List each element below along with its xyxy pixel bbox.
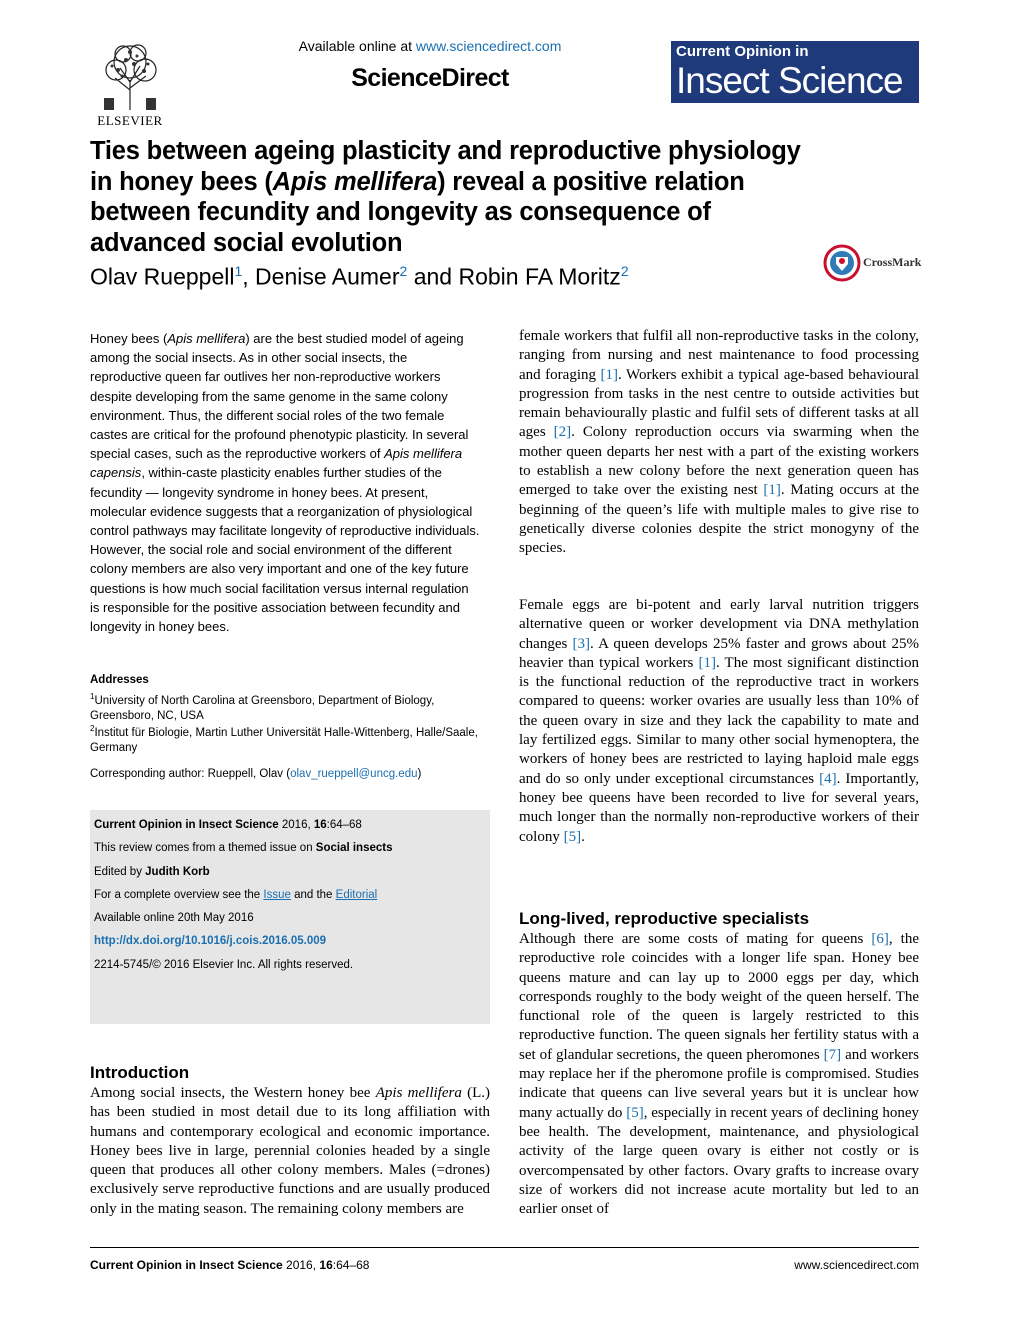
info-copyright: 2214-5745/© 2016 Elsevier Inc. All rights reserved. [94,958,354,971]
reference-link[interactable]: [1] [763,482,781,499]
reference-link[interactable]: [5] [563,828,582,845]
info-journal: Current Opinion in Insect Science [94,819,279,831]
info-editor-name: Judith Korb [145,865,210,878]
author-list [90,256,810,292]
body-paragraph-1-text: . Mating occurs at the beginning of the queen’s life with multiple males to give rise to genetically diverse colonies despite the strict monogyny of the species. [519,482,919,557]
author-separator: and [407,263,459,290]
address-2-number: 2 [90,724,95,733]
author-name: Olav Rueppell [90,263,235,290]
info-themed-name: Social insects [315,842,393,855]
available-online-line [270,38,590,54]
address-1 [90,689,490,724]
crossmark-icon [823,244,861,282]
introduction-heading: Introduction [90,1063,190,1082]
title-part2: ) reveal a positive relation between fecundity and longevity as consequence of advanced social evolution [90,167,745,257]
journal-name-line2: Insect Science [676,60,903,101]
reference-link[interactable]: [7] [823,1046,842,1063]
title-part1: Ties between ageing plasticity and reproductive physiology in honey bees ( [90,137,801,196]
info-overview-mid: and the [290,888,336,901]
body-paragraph-3-text: , especially in recent years of declining honey bee health. The development, maintenance, and physiological activity of the large queen ovary is either not costly or is overcompensated by other factors. Ovary grafts to increase ovary size of workers did not increase acute mortality but led to an earlier onset of [519,1104,919,1218]
abstract [90,329,480,636]
info-doi [94,933,486,956]
crossmark-badge[interactable] [823,244,923,280]
info-year: 2016, [278,819,314,831]
body-paragraph-3-text: , the reproductive role coincides with a longer life span. Honey bee queens mature and can lay up to 2000 eggs per day, which corresponds roughly to the body weight of the queen herself. The functional role of the queen is largely restricted to this reproductive function. The queen signals her fertility status with a set of glandular secretions, the queen pheromones [519,931,920,1063]
address-1-text: University of North Carolina at Greensboro, Department of Biology, Greensboro, NC, USA [90,694,435,723]
body-paragraph-2 [519,596,919,847]
author-name: Robin FA Moritz [458,263,621,290]
article-info-box [90,810,490,1024]
body-paragraph-1-text: . Workers exhibit a typical age-based behavioural progression from tasks in the nest centre to outside activities but remain behaviourally plastic and fulfil sets of different tasks at all ages [519,366,919,441]
corresponding-author [90,768,490,780]
corresponding-suffix: ) [417,768,422,780]
info-available: Available online 20th May 2016 [94,912,254,925]
footer-volume: 16 [319,1258,333,1272]
info-overview [94,887,486,910]
body-paragraph-2-text: . The most significant distinction is the functional reduction of the reproductive tract in workers compared to queens: worker ovaries are usually less than 10% of the queen ovary in size and they lack the capability to mate and lay fertilized eggs. Similar to many other social hymenoptera, the workers of honey bees are restricted to laying haploid male eggs and do so only under exceptional circumstances [519,654,919,787]
body-paragraph-2-text: . A queen develops 25% faster and grows about 25% heavier than typical workers [519,635,919,671]
author-affiliation-number[interactable]: 2 [620,263,629,279]
sciencedirect-url-link[interactable]: www.sciencedirect.com [415,38,562,54]
address-2 [90,721,490,756]
article-title [90,136,810,258]
section-heading-long-lived: Long-lived, reproductive specialists [519,909,810,928]
info-editor [94,864,486,887]
body-paragraph-3-text: Although there are some costs of mating for queens [519,931,872,947]
author-affiliation-number[interactable]: 2 [399,263,408,279]
body-paragraph-2-text: . Importantly, honey bee queens have been recorded to live for several years, much longer than the normally non-reproductive workers of their colony [519,770,919,845]
footer-website: www.sciencedirect.com [794,1258,919,1272]
abstract-italic: Apis mellifera [167,331,246,346]
journal-name-line1: Current Opinion in [676,43,809,60]
body-paragraph-3-text: and workers may replace her if the pheromone profile is compromised. Studies indicate that queens can live several years but it is unclear how many actually do [519,1046,919,1121]
author-separator: , [242,263,256,290]
journal-logo-box [671,41,919,103]
introduction-text [90,1084,490,1219]
doi-link[interactable]: http://dx.doi.org/10.1016/j.cois.2016.05.009 [94,935,327,948]
sciencedirect-wordmark: ScienceDirect [351,64,509,92]
abstract-italic: Apis mellifera capensis [90,446,463,481]
title-species: Apis mellifera [272,167,438,196]
introduction-text-text: Among social insects, the Western honey bee [90,1085,376,1101]
info-pages: :64–68 [326,819,362,831]
info-themed-prefix: This review comes from a themed issue on [94,842,316,855]
crossmark-label: CrossMark [863,255,922,269]
body-paragraph-1 [519,327,919,559]
abstract-text: , within-caste plasticity enables further studies of the fecundity — longevity syndrome in honey bees. At present, molecular evidence suggests that a reorganization of physiological control pathways may facilitate longevity of reproductive individuals. However, the social role and social environment of the different colony members are also very important and one of the key future questions is how much social facilitation versus internal regulation is responsible for the positive association between fecundity and longevity in honey bees. [90,465,480,635]
info-edited-prefix: Edited by [94,865,146,878]
info-overview-prefix: For a complete overview see the [94,888,264,901]
body-paragraph-1-text: female workers that fulfil all non-reproductive tasks in the colony, ranging from nursing and nest maintenance to food processing and foraging [519,328,919,383]
body-paragraph-3 [519,930,919,1219]
address-2-text: Institut für Biologie, Martin Luther Universität Halle-Wittenberg, Halle/Saale, Germany [90,726,478,755]
reference-link[interactable]: [1] [600,366,619,383]
address-1-number: 1 [90,692,95,701]
author-name: Denise Aumer [255,263,400,290]
corresponding-email-link[interactable]: olav_rueppell@uncg.edu [290,768,418,780]
reference-link[interactable]: [2] [553,424,572,441]
abstract-text: Honey bees ( [90,331,168,346]
footer-citation [90,1258,369,1272]
introduction-text-italic: Apis mellifera [375,1085,462,1101]
info-citation [94,817,486,840]
reference-link[interactable]: [1] [698,654,716,671]
reference-link[interactable]: [4] [819,770,837,787]
body-paragraph-2-text: . [581,828,585,845]
body-paragraph-1-text: . Colony reproduction occurs via swarming when the mother queen departs her nest with a part of the existing workers to establish a new colony before the next generation queen has emerged to take over the existing nest [519,424,919,499]
info-themed-issue [94,840,486,863]
editorial-link[interactable]: Editorial [335,888,378,901]
introduction-text-text: (L.) has been studied in most detail due to its long affiliation with humans and contemporary ecological and economic importance. Honey bees live in large, perennial colonies headed by a single queen that produces all other colony members. Males (=drones) exclusively serve reproductive functions and are usually produced only in the mating season. The remaining colony members are [90,1085,490,1217]
footer-divider [90,1247,919,1248]
author-affiliation-number[interactable]: 1 [234,263,243,279]
abstract-text: ) are the best studied model of ageing among the social insects. As in other social insects, the reproductive queen far outlives her non-reproductive workers despite developing from the same genome in the same colony environment. Thus, the different social roles of the two female castes are critical for the profound phenotypic plasticity. In several special cases, such as the reproductive workers of [90,331,469,462]
corresponding-prefix: Corresponding author: Rueppell, Olav ( [90,768,291,780]
info-volume: 16 [313,819,327,831]
available-online-prefix: Available online at [298,38,416,54]
footer-journal: Current Opinion in Insect Science [90,1258,283,1272]
issue-link[interactable]: Issue [263,888,291,901]
reference-link[interactable]: [5] [626,1104,644,1121]
addresses-heading: Addresses [90,674,149,686]
reference-link[interactable]: [3] [572,635,591,652]
publisher-name: ELSEVIER [97,113,163,128]
reference-link[interactable]: [6] [871,931,889,947]
footer-pages: :64–68 [332,1258,370,1272]
footer-year: 2016, [282,1258,320,1272]
body-paragraph-2-text: Female eggs are bi-potent and early larval nutrition triggers alternative queen or worker development via DNA methylation changes [519,597,919,652]
